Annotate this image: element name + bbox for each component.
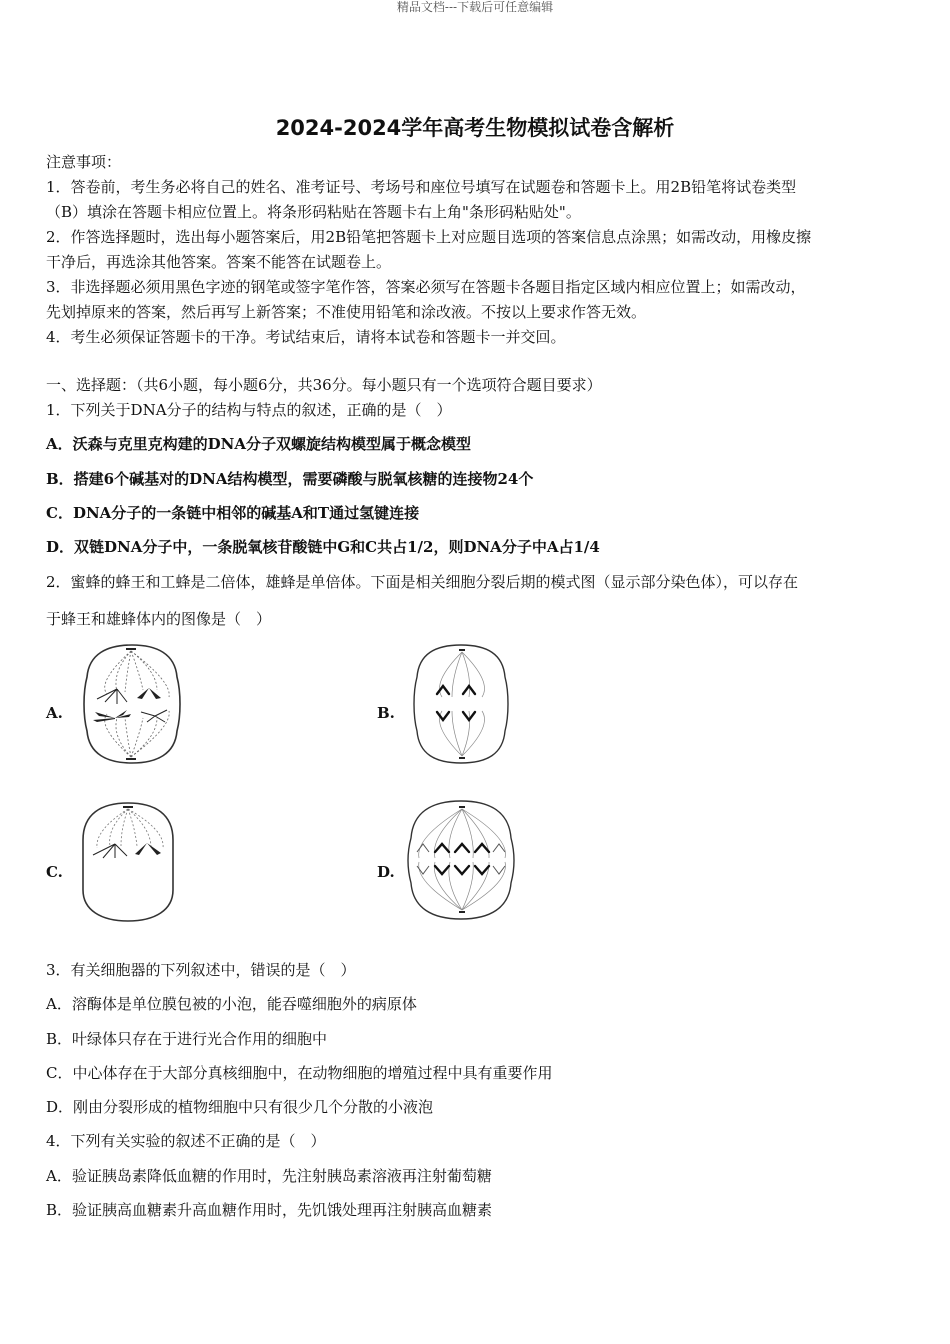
q4-stem: 4．下列有关实验的叙述不正确的是（ ） [46,1132,326,1150]
q2-stem: 2．蜜蜂的蜂王和工蜂是二倍体，雄蜂是单倍体。下面是相关细胞分裂后期的模式图（显示部分染色体），可以存在 [46,573,799,591]
figure-a-label: A. [46,704,63,722]
notice-line: 先划掉原来的答案，然后再写上新答案；不准使用铅笔和涂改液。不按以上要求作答无效。 [46,303,647,321]
q3-option-b: B．叶绿体只存在于进行光合作用的细胞中 [46,1030,328,1048]
notice-heading: 注意事项： [46,153,122,171]
notice-line: 2．作答选择题时，选出每小题答案后，用2B铅笔把答题卡上对应题目选项的答案信息点涂黑；如需改动，用橡皮擦 [46,228,812,246]
cell-diagram-b [407,642,515,766]
cell-diagram-d [405,798,517,922]
q3-option-c: C．中心体存在于大部分真核细胞中，在动物细胞的增殖过程中具有重要作用 [46,1064,553,1082]
q4-option-b: B．验证胰高血糖素升高血糖作用时，先饥饿处理再注射胰高血糖素 [46,1201,493,1219]
notice-line: 干净后，再选涂其他答案。答案不能答在试题卷上。 [46,253,392,271]
q3-option-a: A．溶酶体是单位膜包被的小泡，能吞噬细胞外的病原体 [46,995,417,1013]
cell-diagram-a [77,642,187,766]
notice-line: 3．非选择题必须用黑色字迹的钢笔或签字笔作答，答案必须写在答题卡各题目指定区域内相应位置上；如需改动， [46,278,806,296]
notice-line: 1．答卷前，考生务必将自己的姓名、准考证号、考场号和座位号填写在试题卷和答题卡上。用2B铅笔将试卷类型 [46,178,797,196]
q3-option-d: D．刚由分裂形成的植物细胞中只有很少几个分散的小液泡 [46,1098,434,1116]
section-heading: 一、选择题：（共6小题，每小题6分，共36分。每小题只有一个选项符合题目要求） [46,376,602,394]
notice-line: 4．考生必须保证答题卡的干净。考试结束后，请将本试卷和答题卡一并交回。 [46,328,566,346]
figure-c-label: C. [46,863,63,881]
q1-stem: 1．下列关于DNA分子的结构与特点的叙述，正确的是（ ） [46,401,452,419]
notice-line: （B）填涂在答题卡相应位置上。将条形码粘贴在答题卡右上角"条形码粘贴处"。 [46,203,581,221]
q1-option-d: D．双链DNA分子中，一条脱氧核苷酸链中G和C共占1/2，则DNA分子中A占1/4 [46,538,600,556]
q1-option-c: C．DNA分子的一条链中相邻的碱基A和T通过氢键连接 [46,504,420,522]
cell-diagram-c [75,800,181,924]
figure-b-label: B. [377,704,395,722]
q3-stem: 3．有关细胞器的下列叙述中，错误的是（ ） [46,961,356,979]
page-header: 精品文档---下载后可任意编辑 [396,0,554,14]
figure-d-label: D. [377,863,395,881]
page-title: 2024-2024学年高考生物模拟试卷含解析 [275,116,675,140]
q2-stem-cont: 于蜂王和雄蜂体内的图像是（ ） [46,610,272,628]
q4-option-a: A．验证胰岛素降低血糖的作用时，先注射胰岛素溶液再注射葡萄糖 [46,1167,492,1185]
q1-option-a: A．沃森与克里克构建的DNA分子双螺旋结构模型属于概念模型 [46,435,471,453]
q1-option-b: B．搭建6个碱基对的DNA结构模型，需要磷酸与脱氧核糖的连接物24个 [46,470,534,488]
